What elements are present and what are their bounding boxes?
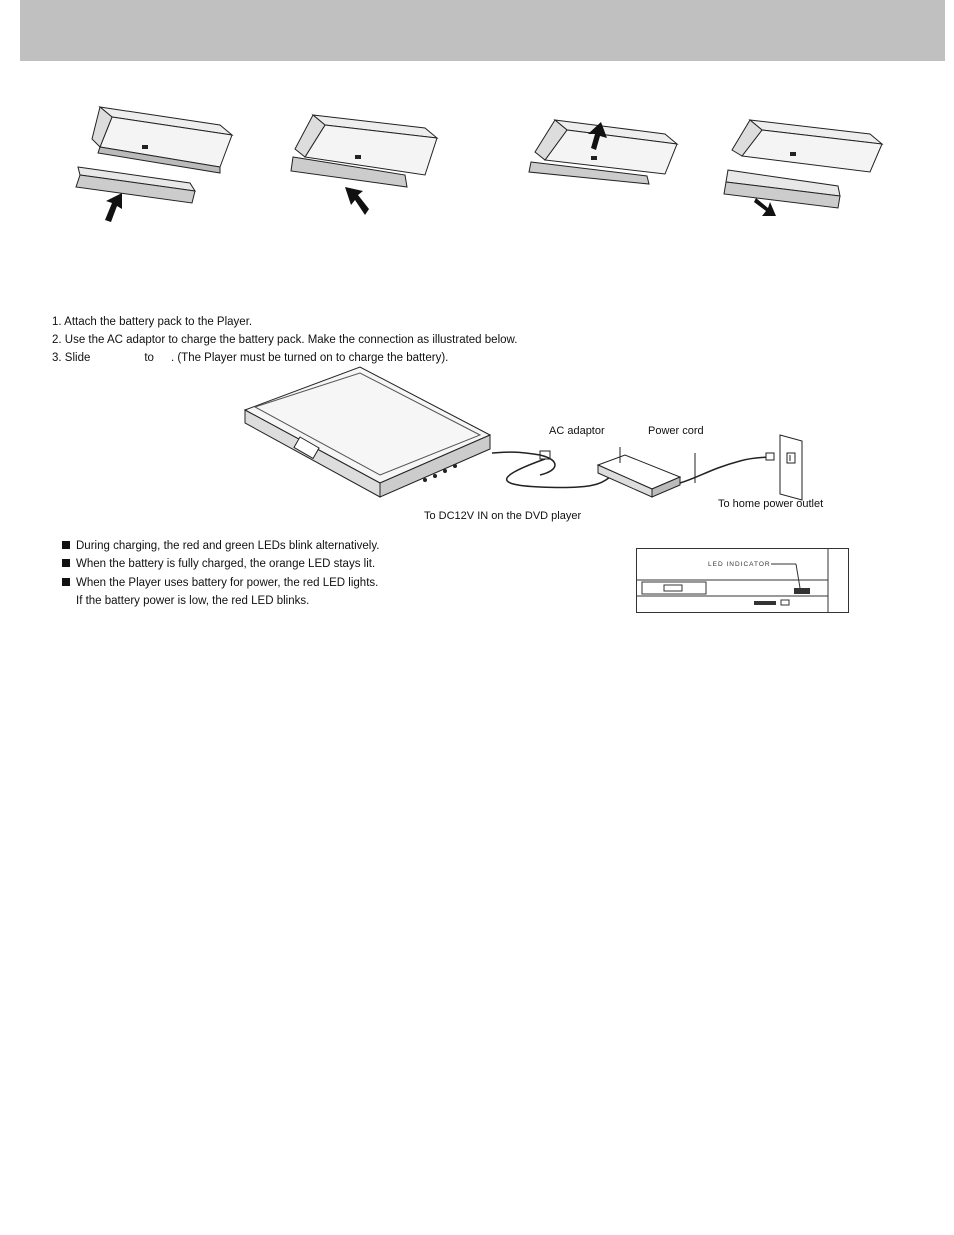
note-text: When the Player uses battery for power, the red LED lights. [76,577,379,589]
battery-attach-figure-1 [70,95,240,225]
step-1: 1. Attach the battery pack to the Player. [52,316,253,328]
step-3-part-a: 3. Slide [52,352,91,364]
note-item [62,576,378,590]
battery-remove-figure-1 [525,112,695,192]
power-cord-label: Power cord [648,425,704,437]
bullet-square-icon [62,541,70,549]
outlet-label: To home power outlet [718,498,824,510]
led-indicator-label: LED INDICATOR [708,561,771,568]
battery-attach-figure-2 [285,95,455,225]
bullet-square-icon [62,578,70,586]
charging-connection-diagram [240,365,840,520]
header-bar [20,0,945,61]
note-text: When the battery is fully charged, the orange LED stays lit. [76,558,376,570]
note-text: During charging, the red and green LEDs blink alternatively. [76,540,380,552]
bullet-square-icon [62,559,70,567]
ac-adaptor-label: AC adaptor [549,425,605,437]
note-continuation: If the battery power is low, the red LED blinks. [76,595,310,607]
dc-in-label: To DC12V IN on the DVD player [424,510,582,522]
battery-remove-figure-2 [720,112,890,222]
step-3-part-b: to [144,352,154,364]
note-item [62,539,379,553]
step-2: 2. Use the AC adaptor to charge the battery pack. Make the connection as illustrated below. [52,334,518,346]
led-indicator-figure [636,548,849,614]
step-3-part-c: . (The Player must be turned on to charge the battery). [170,352,449,364]
step-3 [52,351,448,365]
note-item [62,557,375,571]
